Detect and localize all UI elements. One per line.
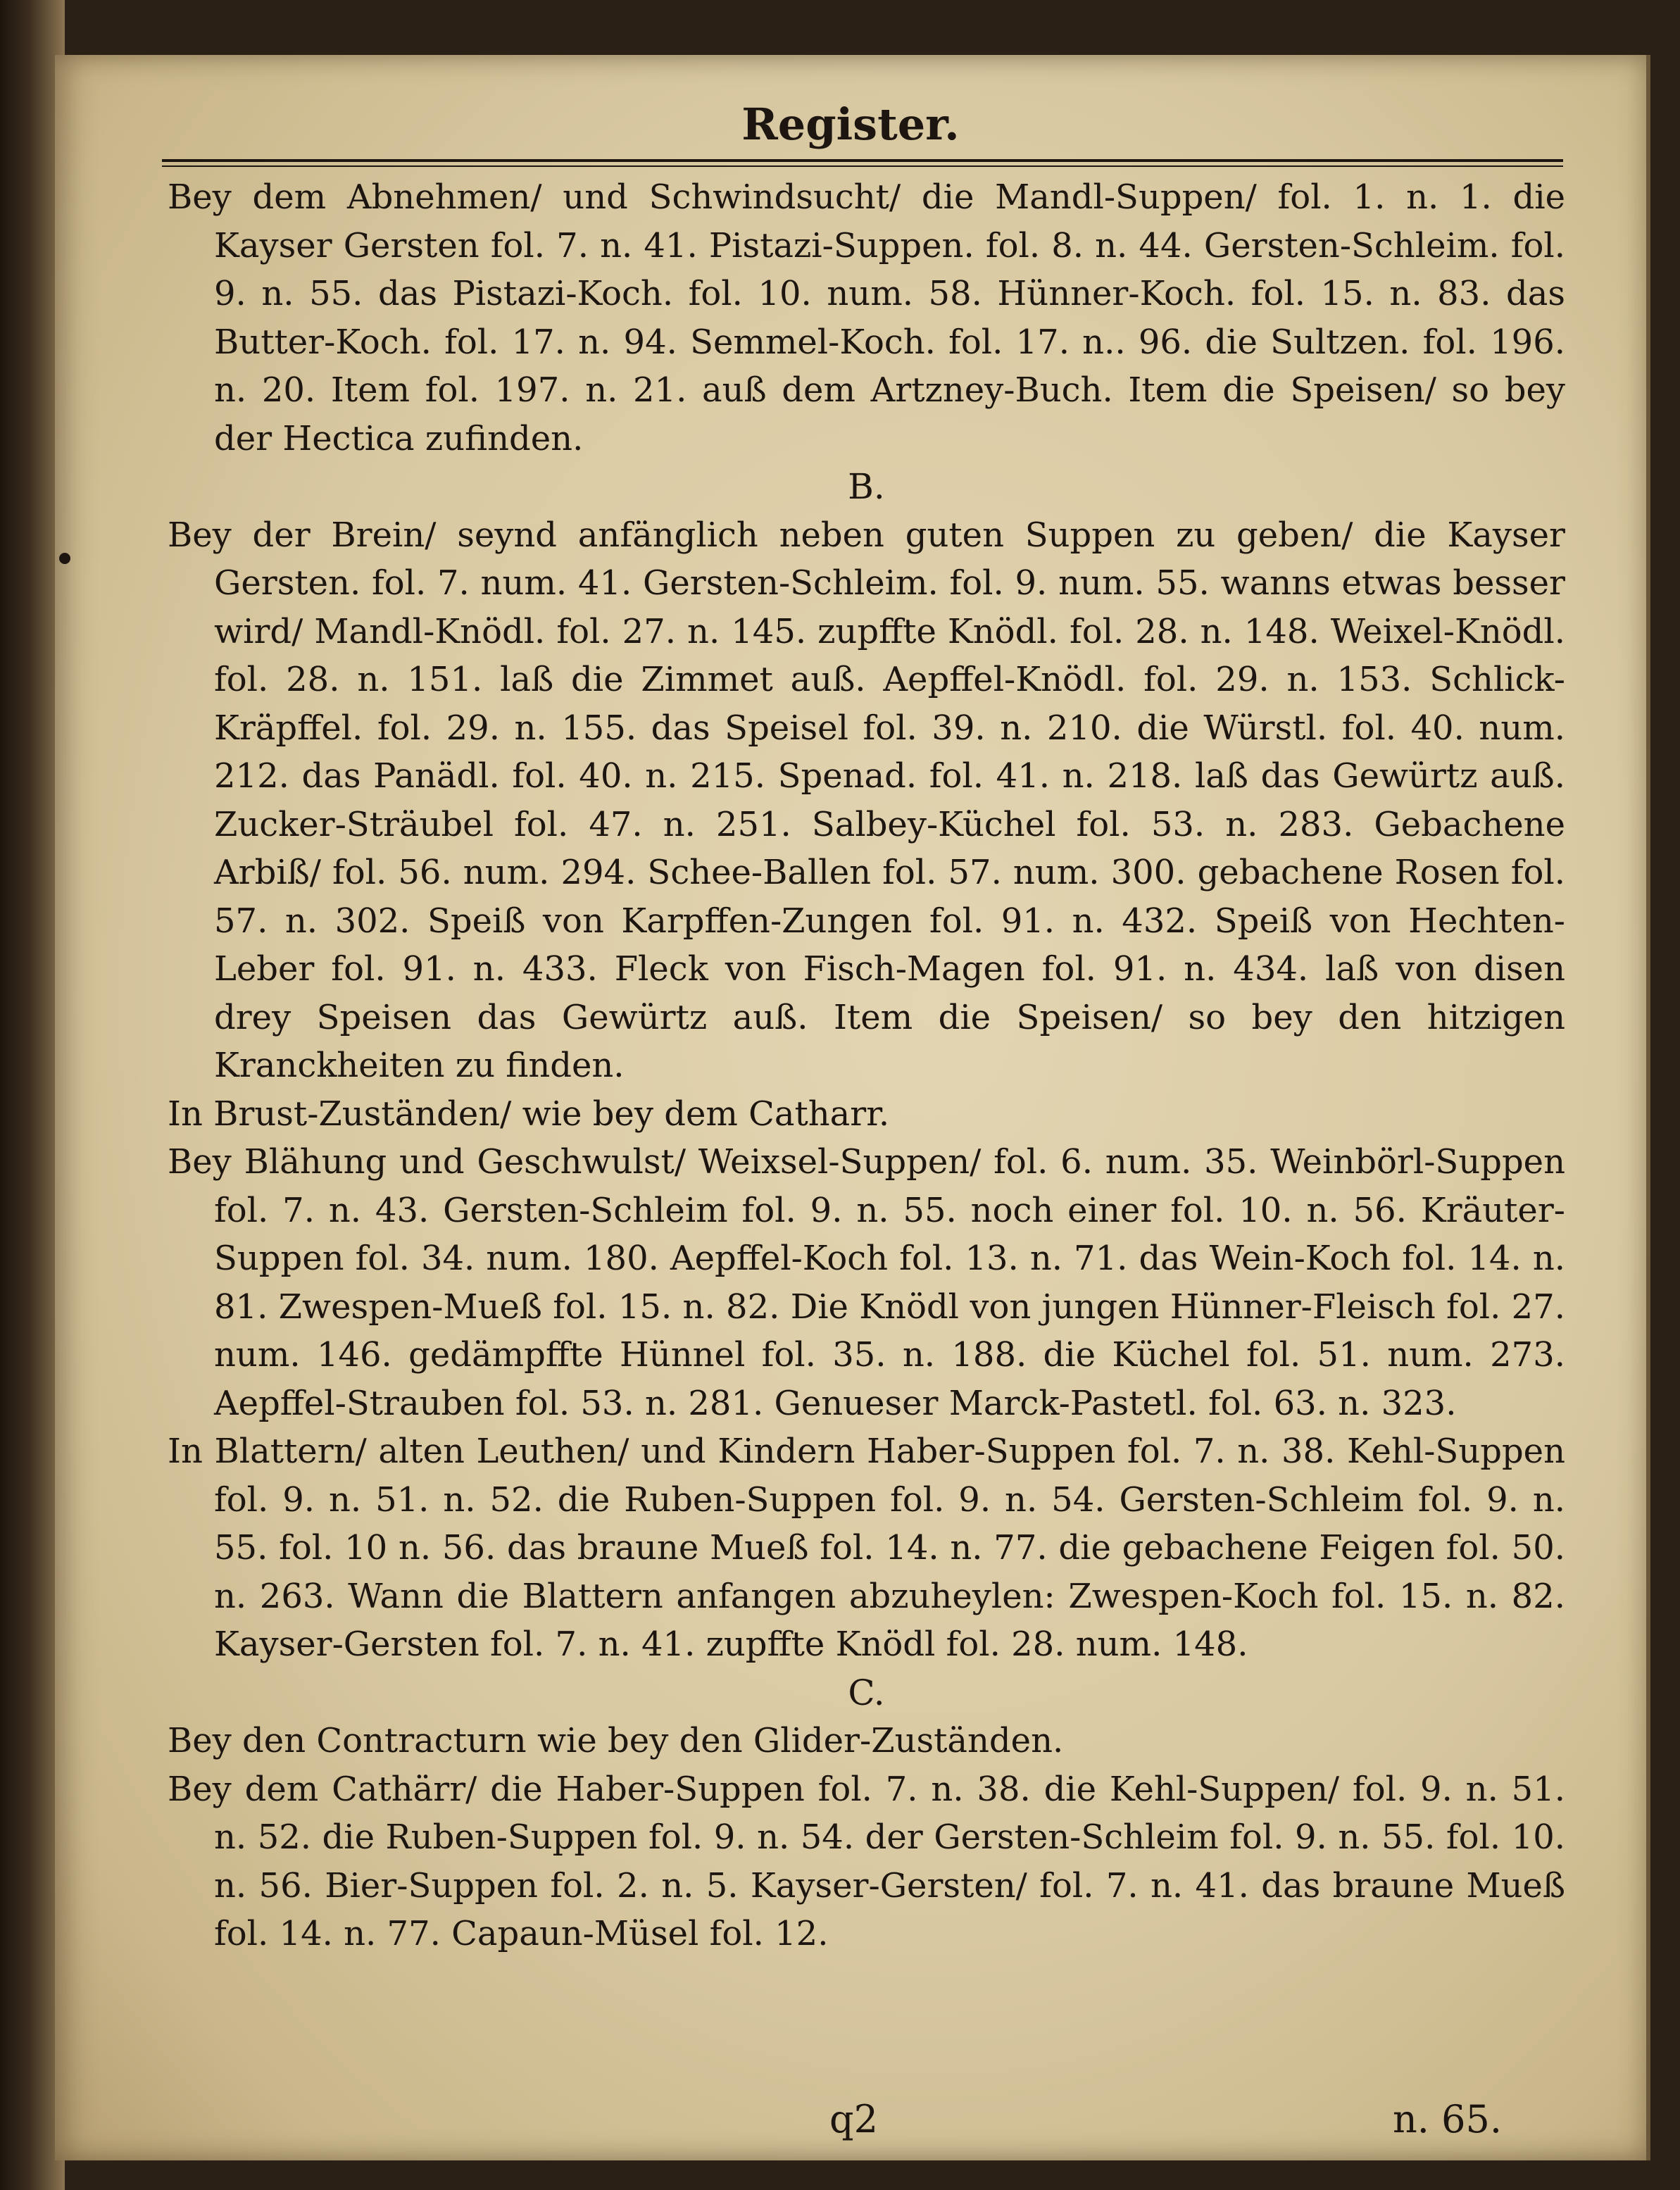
entry-contracturn: Bey den Contracturn wie bey den Glider-Zuständen.	[168, 1721, 1064, 1760]
header-rule-thin	[162, 165, 1563, 167]
header-rule-thick	[162, 159, 1563, 162]
register-text	[168, 173, 1565, 2046]
entry-abnehmen: Bey dem Abnehmen/ und Schwindsucht/ die Mandl-Suppen/ fol. 1. n. 1. die Kayser Gersten fol. 7. n. 41. Pistazi-Suppen. fol. 8. n. 44. Gersten-Schleim. fol. 9. n. 55. das Pistazi-Koch. fol. 10. num. 58. Hünner-Koch. fol. 15. n. 83. das Butter-Koch. fol. 17. n. 94. Semmel-Koch. fol. 17. n.. 96. die Sultzen. fol. 196. n. 20. Item fol. 197. n. 21. auß dem Artzney-Buch. Item die Speisen/ so bey der Hectica zufinden.	[168, 177, 1565, 458]
entry-blaehung: Bey Blähung und Geschwulst/ Weixsel-Suppen/ fol. 6. num. 35. Weinbörl-Suppen fol. 7. n. 43. Gersten-Schleim fol. 9. n. 55. noch einer fol. 10. n. 56. Kräuter-Suppen fol. 34. num. 180. Aepffel-Koch fol. 13. n. 71. das Wein-Koch fol. 14. n. 81. Zwespen-Mueß fol. 15. n. 82. Die Knödl von jungen Hünner-Fleisch fol. 27. num. 146. gedämpffte Hünnel fol. 35. n. 188. die Küchel fol. 51. num. 273. Aepffel-Strauben fol. 53. n. 281. Genueser Marck-Pastetl. fol. 63. n. 323.	[168, 1142, 1565, 1423]
entry-catharr: Bey dem Cathärr/ die Haber-Suppen fol. 7. n. 38. die Kehl-Suppen/ fol. 9. n. 51. n. 52. die Ruben-Suppen fol. 9. n. 54. der Gersten-Schleim fol. 9. n. 55. fol. 10. n. 56. Bier-Suppen fol. 2. n. 5. Kayser-Gersten/ fol. 7. n. 41. das braune Mueß fol. 14. n. 77. Capaun-Müsel fol. 12.	[168, 1769, 1565, 1953]
margin-ink-dot	[59, 553, 70, 564]
book-page	[55, 55, 1650, 2160]
entry-blattern: In Blattern/ alten Leuthen/ und Kindern Haber-Suppen fol. 7. n. 38. Kehl-Suppen fol. 9. n. 51. n. 52. die Ruben-Suppen fol. 9. n. 54. Gersten-Schleim fol. 9. n. 55. fol. 10 n. 56. das braune Mueß fol. 14. n. 77. die gebachene Feigen fol. 50. n. 263. Wann die Blattern anfangen abzuheylen: Zwespen-Koch fol. 15. n. 82. Kayser-Gersten fol. 7. n. 41. zupffte Knödl fol. 28. num. 148.	[168, 1432, 1565, 1664]
section-letter-b: B.	[848, 466, 885, 507]
entry-brust: In Brust-Zuständen/ wie bey dem Catharr.	[168, 1094, 890, 1134]
entry-brein: Bey der Brein/ seynd anfänglich neben guten Suppen zu geben/ die Kayser Gersten. fol. 7. num. 41. Gersten-Schleim. fol. 9. num. 55. wanns etwas besser wird/ Mandl-Knödl. fol. 27. n. 145. zupffte Knödl. fol. 28. n. 148. Weixel-Knödl. fol. 28. n. 151. laß die Zimmet auß. Aepffel-Knödl. fol. 29. n. 153. Schlick-Kräpffel. fol. 29. n. 155. das Speisel fol. 39. n. 210. die Würstl. fol. 40. num. 212. das Panädl. fol. 40. n. 215. Spenad. fol. 41. n. 218. laß das Gewürtz auß. Zucker-Sträubel fol. 47. n. 251. Salbey-Küchel fol. 53. n. 283. Gebachene Arbiß/ fol. 56. num. 294. Schee-Ballen fol. 57. num. 300. gebachene Rosen fol. 57. n. 302. Speiß von Karpffen-Zungen fol. 91. n. 432. Speiß von Hechten-Leber fol. 91. n. 433. Fleck von Fisch-Magen fol. 91. n. 434. laß von disen drey Speisen das Gewürtz auß. Item die Speisen/ so bey den hitzigen Kranckheiten zu finden.	[168, 515, 1565, 1085]
catchword: n. 65.	[1393, 2097, 1502, 2141]
page-footer	[55, 2097, 1646, 2146]
header-rule	[162, 159, 1563, 173]
signature-mark: q2	[829, 2097, 878, 2141]
section-letter-c: C.	[848, 1672, 885, 1713]
page-header: Register.	[741, 99, 960, 150]
